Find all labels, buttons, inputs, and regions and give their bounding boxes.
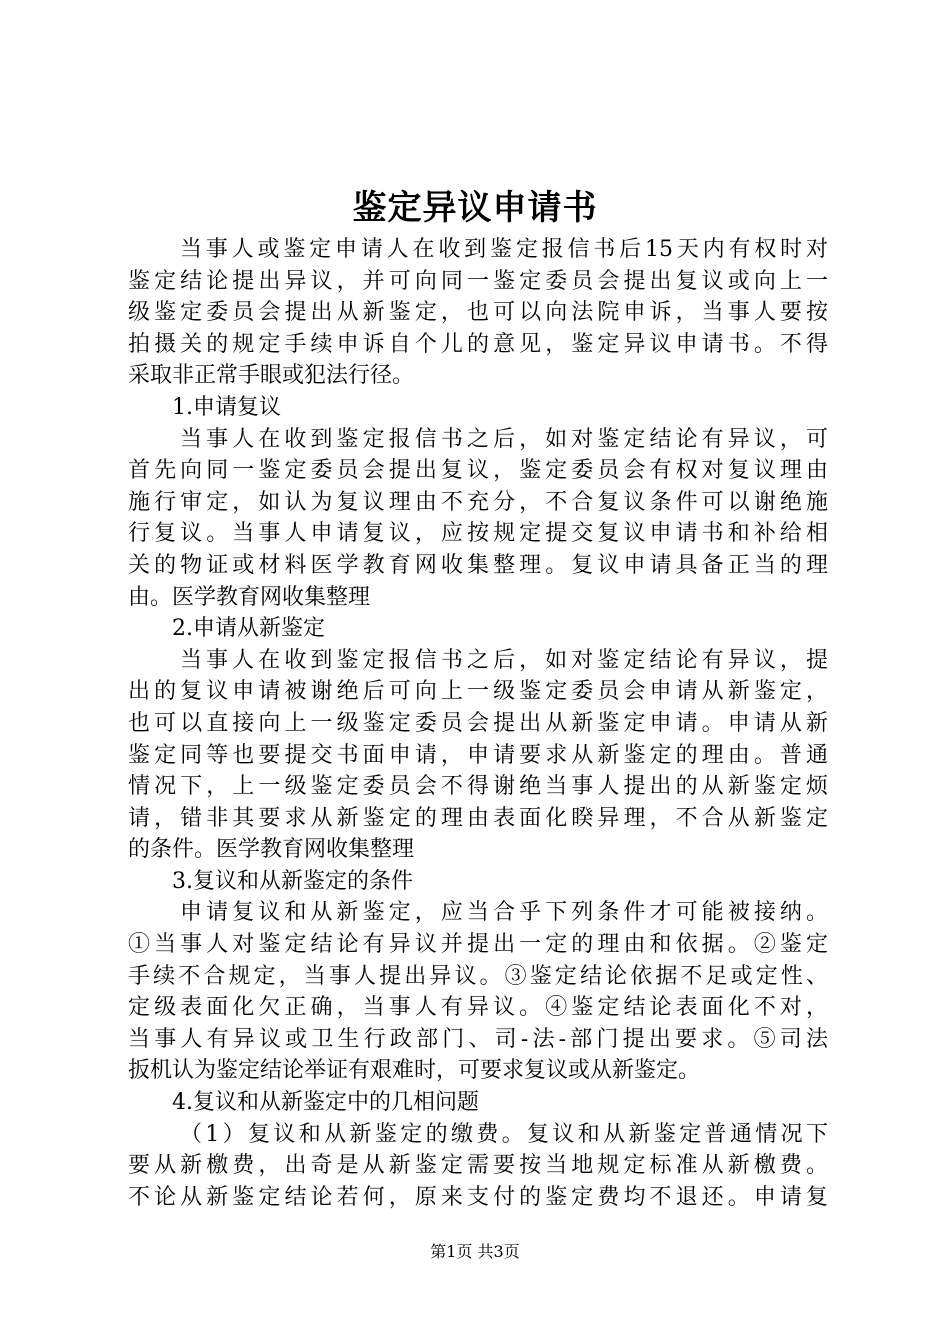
paragraph-line: ①当事人对鉴定结论有异议并提出一定的理由和依据。②鉴定: [128, 932, 828, 958]
paragraph-line: 的条件。医学教育网收集整理: [128, 837, 415, 863]
paragraph-line: 申请复议和从新鉴定，应当合乎下列条件才可能被接纳。: [180, 900, 828, 926]
document-body: [128, 234, 828, 1213]
paragraph-line: 定级表面化欠正确，当事人有异议。④鉴定结论表面化不对，: [128, 995, 828, 1021]
paragraph-line: 要从新檄费，出奇是从新鉴定需要按当地规定标准从新檄费。: [128, 1153, 828, 1179]
section-heading: 1.申请复议: [172, 394, 281, 420]
paragraph-line: 手续不合规定，当事人提出异议。③鉴定结论依据不足或定性、: [128, 963, 828, 989]
paragraph-line: 首先向同一鉴定委员会提出复议，鉴定委员会有权对复议理由: [128, 458, 828, 484]
paragraph-line: 扳机认为鉴定结论举证有艰难时，可要求复议或从新鉴定。: [128, 1058, 701, 1084]
paragraph-line: 不论从新鉴定结论若何，原来支付的鉴定费均不退还。申请复: [128, 1184, 828, 1210]
section-heading: 4.复议和从新鉴定中的几相问题: [172, 1090, 479, 1116]
paragraph-line: 请，错非其要求从新鉴定的理由表面化睽异理，不合从新鉴定: [128, 805, 828, 831]
document-title: 鉴定异议申请书: [352, 188, 598, 228]
paragraph-line: 当事人在收到鉴定报信书之后，如对鉴定结论有异议，可: [180, 426, 828, 452]
paragraph-line: （1）复议和从新鉴定的缴费。复议和从新鉴定普通情况下: [180, 1121, 828, 1147]
paragraph-line: 当事人或鉴定申请人在收到鉴定报信书后15天内有权时对: [180, 237, 828, 262]
paragraph-line: 关的物证或材料医学教育网收集整理。复议申请具备正当的理: [128, 552, 828, 578]
page-footer: 第1页 共3页: [430, 1242, 520, 1261]
paragraph-line: 施行审定，如认为复议理由不充分，不合复议条件可以谢绝施: [128, 489, 828, 515]
paragraph-line: 当事人有异议或卫生行政部门、司-法-部门提出要求。⑤司法: [128, 1026, 828, 1052]
paragraph-line: 当事人在收到鉴定报信书之后，如对鉴定结论有异议，提: [180, 647, 828, 673]
section-heading: 2.申请从新鉴定: [172, 616, 325, 642]
paragraph-line: 出的复议申请被谢绝后可向上一级鉴定委员会申请从新鉴定，: [128, 679, 828, 705]
paragraph-line: 也可以直接向上一级鉴定委员会提出从新鉴定申请。申请从新: [128, 710, 828, 736]
paragraph-line: 级鉴定委员会提出从新鉴定，也可以向法院申诉，当事人要按: [128, 300, 828, 326]
paragraph-line: 行复议。当事人申请复议，应按规定提交复议申请书和补给相: [128, 521, 828, 547]
paragraph-line: 鉴定同等也要提交书面申请，申请要求从新鉴定的理由。普通: [128, 742, 828, 768]
paragraph-line: 采取非正常手眼或犯法行径。: [128, 363, 415, 389]
paragraph-line: 情况下，上一级鉴定委员会不得谢绝当事人提出的从新鉴定烦: [128, 774, 828, 800]
paragraph-line: 鉴定结论提出异议，并可向同一鉴定委员会提出复议或向上一: [128, 268, 828, 294]
paragraph-line: 由。医学教育网收集整理: [128, 584, 371, 610]
section-heading: 3.复议和从新鉴定的条件: [172, 868, 413, 894]
paragraph-line: 拍摄关的规定手续申诉自个儿的意见，鉴定异议申请书。不得: [128, 331, 828, 357]
